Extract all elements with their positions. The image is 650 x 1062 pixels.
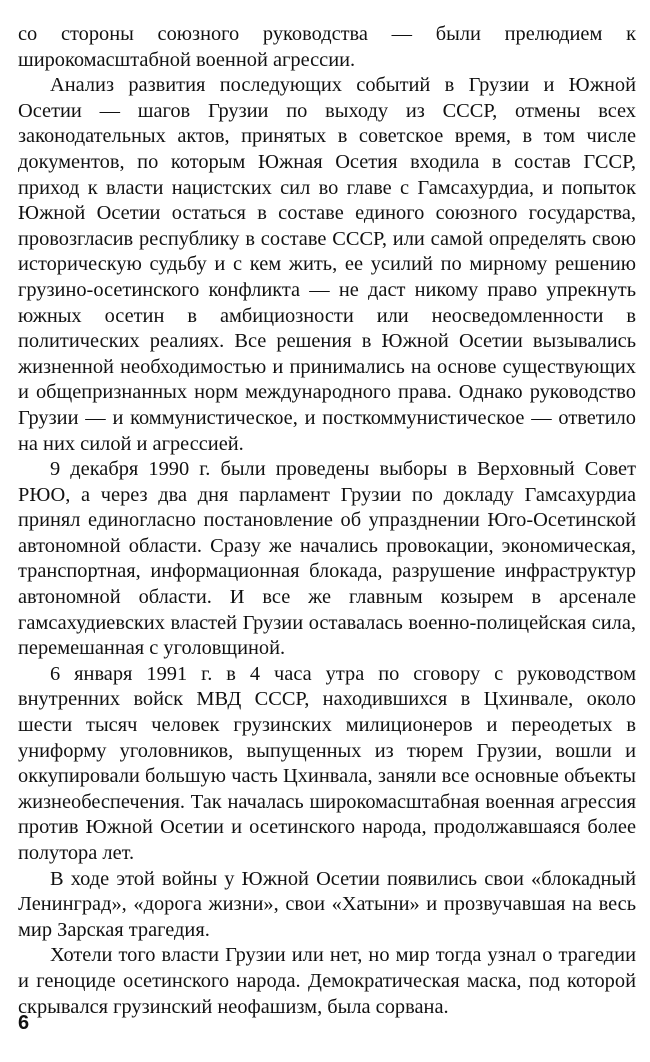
body-text xyxy=(18,22,636,1020)
paragraph-war: В ходе этой войны у Южной Осетии появились свои «блокадный Ленинград», «дорога жизни», свои «Хатыни» и прозвучавшая на весь мир Зарская трагедия. xyxy=(18,867,636,941)
paragraph-continuation: со стороны союзного руководства — были прелюдием к широкомасштабной военной агрессии. xyxy=(18,23,636,71)
paragraph-elections: 9 декабря 1990 г. были проведены выборы в Верховный Совет РЮО, а через два дня парламент Грузии по докладу Гамсахурдиа принял единогласно постановление об упразднении Юго-Осетинской автономной области. Сразу же начались провокации, экономическая, транспортная, информационная блокада, разрушение инфраструктур автономной области. И все же главным козырем в арсенале гамсахудиевских властей Грузии оставалась военно-полицейская сила, перемешанная с уголовщиной. xyxy=(18,458,636,660)
paragraph-analysis: Анализ развития последующих событий в Грузии и Южной Осетии — шагов Грузии по выходу из СССР, отмены всех законодательных актов, принятых в советское время, в том числе документов, по которым Южная Осетия входила в состав ГССР, приход к власти нацистских сил во главе с Гамсахурдиа, и попыток Южной Осетии остаться в составе единого союзного государства, провозгласив республику в составе СССР, или самой определять свою историческую судьбу и с кем жить, ее усилий по мирному решению грузино-осетинского конфликта — не даст никому право упрекнуть южных осетин в амбициозности или неосведомленности в политических реалиях. Все решения в Южной Осетии вызывались жизненной необходимостью и принимались на основе существующих и общепризнанных норм международного права. Однако руководство Грузии — и коммунистическое, и посткоммунистическое — ответило на них силой и агрессией. xyxy=(18,74,636,455)
paragraph-occupation: 6 января 1991 г. в 4 часа утра по сговору с руководством внутренних войск МВД СССР, находившихся в Цхинвале, около шести тысяч человек грузинских милиционеров и переодетых в униформу уголовников, выпущенных из тюрем Грузии, вошли и оккупировали большую часть Цхинвала, заняли все основные объекты жизнеобеспечения. Так началась широкомасштабная военная агрессия против Южной Осетии и осетинского народа, продолжавшаяся более полутора лет. xyxy=(18,662,636,864)
page-number: 6 xyxy=(18,1012,30,1034)
paragraph-genocide: Хотели того власти Грузии или нет, но мир тогда узнал о трагедии и геноциде осетинского народа. Демократическая маска, под которой скрывался грузинский неофашизм, была сорвана. xyxy=(18,944,636,1018)
